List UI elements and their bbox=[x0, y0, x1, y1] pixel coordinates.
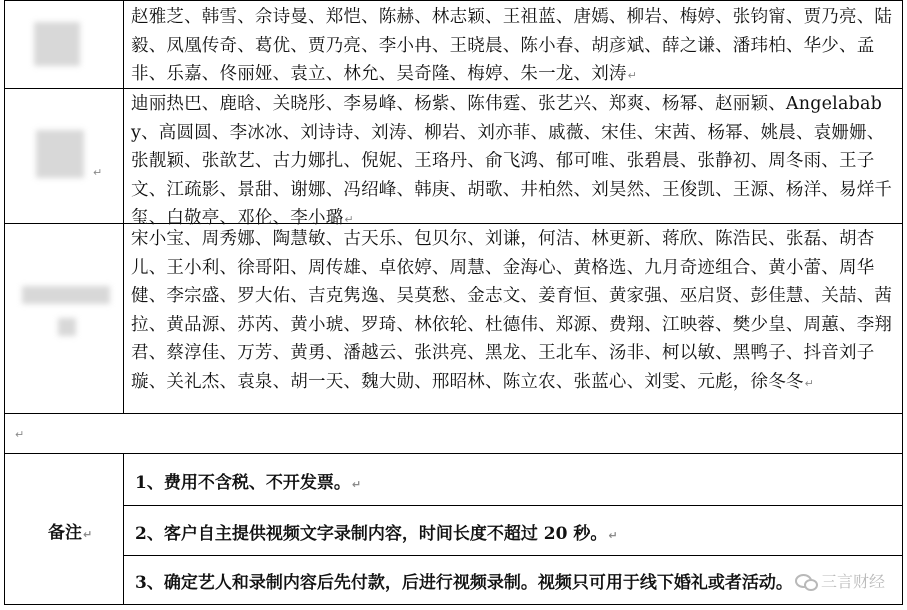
names-row-2 bbox=[131, 90, 897, 235]
remark-3: 3、确定艺人和录制内容后先付款，后进行视频录制。视频只可用于线下婚礼或者活动。 bbox=[135, 573, 793, 593]
remark-1: 1、费用不含税、不开发票。↵ bbox=[135, 473, 362, 493]
names-row-1 bbox=[131, 3, 897, 91]
table-border-left bbox=[4, 0, 5, 605]
table-rule-4 bbox=[4, 453, 903, 454]
watermark bbox=[795, 569, 885, 592]
table-col-divider-top bbox=[123, 0, 124, 413]
table-rule-5 bbox=[123, 505, 903, 506]
table-rule-3 bbox=[4, 413, 903, 414]
paragraph-mark: ↵ bbox=[804, 376, 815, 390]
table-border-right bbox=[902, 0, 903, 605]
blurred-category-3a bbox=[22, 286, 110, 304]
paragraph-mark: ↵ bbox=[627, 69, 638, 82]
paragraph-mark: ↵ bbox=[344, 213, 354, 226]
blurred-category-1 bbox=[34, 22, 80, 66]
table-rule-6 bbox=[123, 555, 903, 556]
blurred-category-2 bbox=[36, 130, 84, 178]
category-2-mark: ↵ bbox=[93, 166, 103, 179]
empty-row-mark: ↵ bbox=[15, 428, 25, 441]
names-row-3 bbox=[131, 225, 897, 398]
names-row-3-text: 宋小宝、周秀娜、陶慧敏、古天乐、包贝尔、刘谦，何洁、林更新、蒋欣、陈浩民、张磊、胡杏儿、王小利、徐哥阳、周传雄、卓依婷、周慧、金海心、黄格选、九月奇迹组合、黄小蕾、周华健、李宗盛、罗大佑、吉克隽逸、吴莫愁、金志文、姜育恒、黄家强、巫启贤、彭佳慧、关喆、茜拉、黄品源、苏芮、黄小琥、罗琦、林依轮、杜德伟、郑源、费翔、江映蓉、樊少皇、周蕙、李翔君、蔡淳佳、万芳、黄勇、潘越云、张洪亮、黑龙、王北车、汤非、柯以敏、黑鸭子、抖音刘子璇、关礼杰、袁泉、胡一天、魏大勋、邢昭林、陈立农、张蓝心、刘雯、元彪，徐冬冬 bbox=[131, 229, 893, 392]
names-row-2-text: 迪丽热巴、鹿晗、关晓彤、李易峰、杨紫、陈伟霆、张艺兴、郑爽、杨幂、赵丽颖、Angelababy、高圆圆、李冰冰、刘诗诗、刘涛、柳岩、刘亦菲、戚薇、宋佳、宋茜、杨幂、姚晨、袁姗姗、张靓颖、张歆艺、古力娜扎、倪妮、王珞丹、俞飞鸿、郁可唯、张碧晨、张静初、周冬雨、王子文、江疏影、景甜、谢娜、冯绍峰、韩庚、胡歌、井柏然、刘昊然、王俊凯、王源、杨洋、易烊千玺、白敬亭、邓伦、李小璐 bbox=[131, 94, 893, 228]
remark-2: 2、客户自主提供视频文字录制内容，时间长度不超过 20 秒。↵ bbox=[135, 524, 618, 544]
table-border-bottom bbox=[4, 604, 903, 605]
remarks-label: 备注↵ bbox=[48, 523, 93, 543]
table-border-top bbox=[4, 0, 903, 1]
blurred-category-3b bbox=[58, 318, 76, 336]
watermark-text: 三言财经 bbox=[820, 572, 885, 591]
wechat-icon bbox=[795, 573, 817, 589]
names-row-1-text: 赵雅芝、韩雪、佘诗曼、郑恺、陈赫、林志颖、王祖蓝、唐嫣、柳岩、梅婷、张钧甯、贾乃亮、陆毅、凤凰传奇、葛优、贾乃亮、李小冉、王晓晨、陈小春、胡彦斌、薛之谦、潘玮柏、华少、孟非、乐嘉、佟丽娅、袁立、林允、吴奇隆、梅婷、朱一龙、刘涛 bbox=[131, 7, 893, 84]
table-col-divider-bottom bbox=[123, 453, 124, 605]
